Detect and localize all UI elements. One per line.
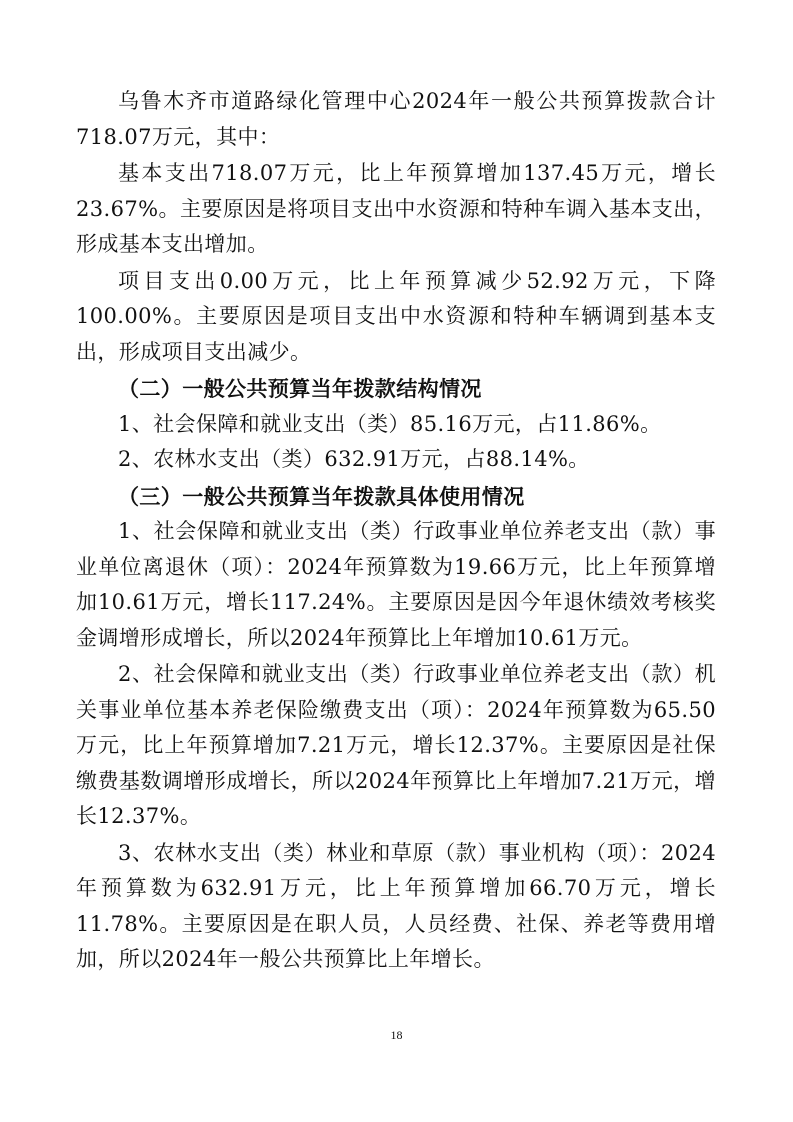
paragraph-project-expenditure: 项目支出0.00万元，比上年预算减少52.92万元，下降100.00%。主要原因是项目支出中水资源和特种车辆调到基本支出，形成项目支出减少。 xyxy=(76,268,716,364)
paragraph-agriculture-share: 2、农林水支出（类）632.91万元，占88.14%。 xyxy=(118,447,590,471)
paragraph-usage-item-3: 3、农林水支出（类）林业和草原（款）事业机构（项）：2024年预算数为632.91万元，比上年预算增加66.70万元，增长11.78%。主要原因是在职人员，人员经费、社保、养老等费用增加，所以2024年一般公共预算比上年增长。 xyxy=(76,840,716,971)
section-heading-usage: （三）一般公共预算当年拨款具体使用情况 xyxy=(118,483,525,509)
paragraph-basic-expenditure: 基本支出718.07万元，比上年预算增加137.45万元，增长23.67%。主要原因是将项目支出中水资源和特种车调入基本支出，形成基本支出增加。 xyxy=(76,161,716,256)
paragraph-total-appropriation: 乌鲁木齐市道路绿化管理中心2024年一般公共预算拨款合计718.07万元，其中： xyxy=(76,89,716,149)
page-number: 18 xyxy=(390,1028,403,1042)
paragraph-usage-item-1: 1、社会保障和就业支出（类）行政事业单位养老支出（款）事业单位离退休（项）：2024年预算数为19.66万元，比上年预算增加10.61万元，增长117.24%。主要原因是因今年退休绩效考核奖金调增形成增长，所以2024年预算比上年增加10.61万元。 xyxy=(76,519,716,650)
paragraph-usage-item-2: 2、社会保障和就业支出（类）行政事业单位养老支出（款）机关事业单位基本养老保险缴费支出（项）：2024年预算数为65.50万元，比上年预算增加7.21万元，增长12.37%。主要原因是社保缴费基数调增形成增长，所以2024年预算比上年增加7.21万元，增长12.37%。 xyxy=(76,662,716,828)
document-body xyxy=(76,84,716,978)
paragraph-social-security-share: 1、社会保障和就业支出（类）85.16万元，占11.86%。 xyxy=(118,411,662,436)
section-heading-structure: （二）一般公共预算当年拨款结构情况 xyxy=(118,376,482,401)
